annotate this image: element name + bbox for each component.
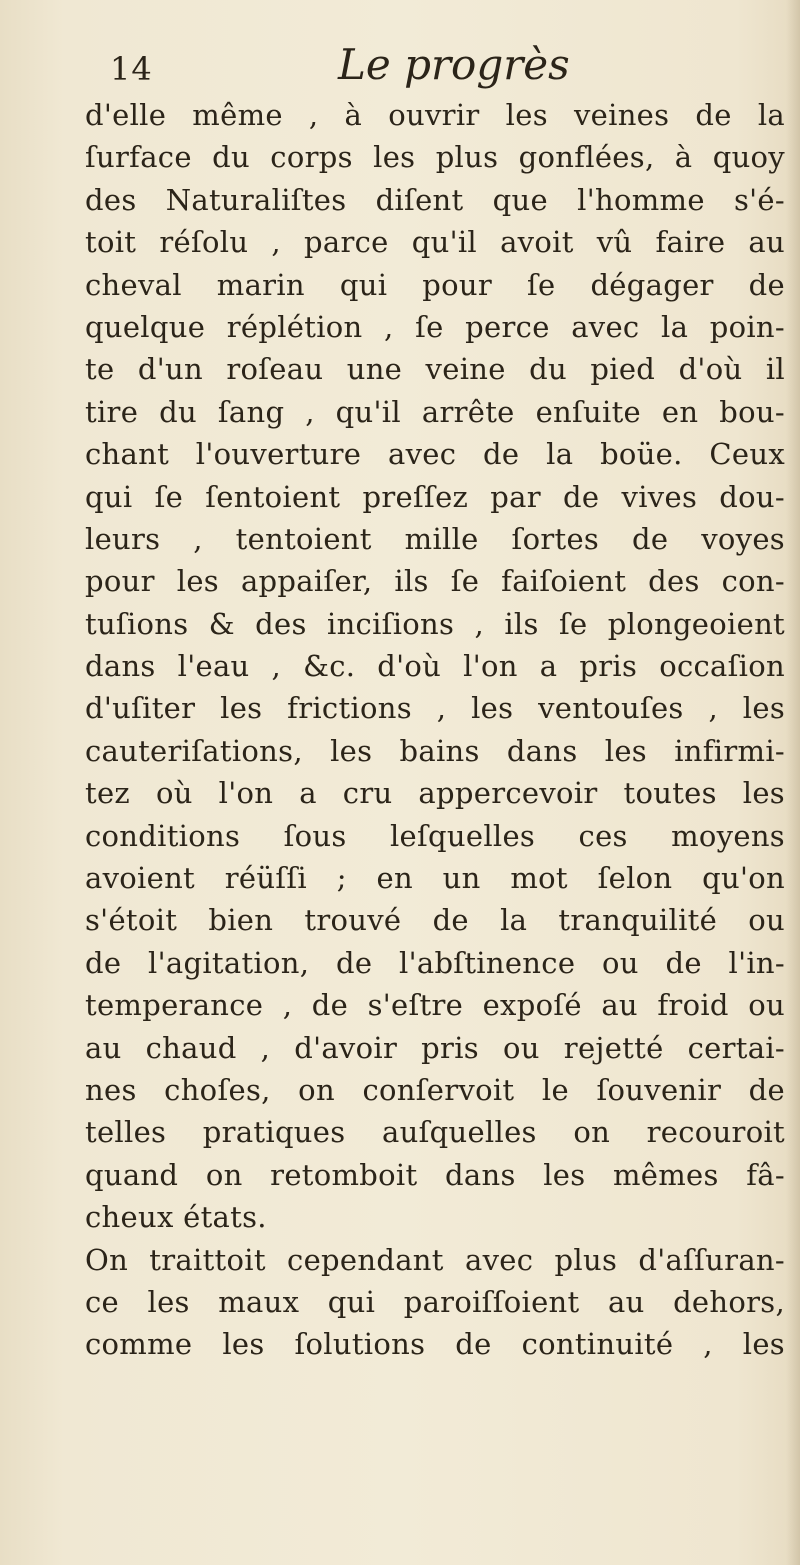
text-line: temperance , de s'eſtre expoſé au froid ou — [85, 988, 785, 1023]
text-line: au chaud , d'avoir pris ou rejetté certai- — [85, 1030, 785, 1065]
page-edge-shadow — [786, 0, 800, 1565]
text-line: On traittoit cependant avec plus d'aſſuran- — [85, 1242, 785, 1277]
text-line: ce les maux qui paroiſſoient au dehors, — [85, 1284, 785, 1319]
text-line: tuſions & des inciſions , ils ſe plongeoient — [85, 606, 785, 641]
text-line: telles pratiques auſquelles on recouroit — [85, 1115, 785, 1150]
text-line: toit réſolu , parce qu'il avoit vû faire au — [85, 225, 785, 260]
text-line: qui ſe ſentoient preſſez par de vives dou- — [85, 479, 785, 514]
body-text — [85, 94, 785, 1366]
text-line: cheval marin qui pour ſe dégager de — [85, 267, 785, 302]
text-line: ſurface du corps les plus gonflées, à quoy — [85, 140, 785, 175]
page-number: 14 — [110, 50, 153, 88]
text-line: tire du ſang , qu'il arrête enſuite en bou- — [85, 394, 785, 429]
running-head: Le progrès — [338, 40, 570, 89]
text-line: chant l'ouverture avec de la boüe. Ceux — [85, 437, 785, 472]
text-line: cheux états. — [85, 1200, 267, 1235]
text-line: tez où l'on a cru appercevoir toutes les — [85, 776, 785, 811]
text-line: quelque réplétion , ſe perce avec la poin- — [85, 309, 785, 344]
text-line: leurs , tentoient mille ſortes de voyes — [85, 521, 785, 556]
text-line: conditions ſous leſquelles ces moyens — [85, 818, 785, 853]
text-line: pour les appaiſer, ils ſe faiſoient des con- — [85, 564, 785, 599]
text-line: avoient réüſſi ; en un mot ſelon qu'on — [85, 861, 785, 896]
text-line: nes choſes, on conſervoit le ſouvenir de — [85, 1072, 785, 1107]
text-line: des Naturaliſtes diſent que l'homme s'é- — [85, 182, 785, 217]
text-line: de l'agitation, de l'abſtinence ou de l'in- — [85, 945, 785, 980]
text-line: quand on retomboit dans les mêmes fâ- — [85, 1157, 785, 1192]
page-header — [0, 40, 800, 96]
text-line: d'uſiter les frictions , les ventouſes , les — [85, 691, 785, 726]
text-line: d'elle même , à ouvrir les veines de la — [85, 98, 785, 132]
text-line: cauteriſations, les bains dans les infirmi- — [85, 733, 785, 768]
text-line: dans l'eau , &c. d'où l'on a pris occaſion — [85, 649, 785, 684]
text-line: comme les ſolutions de continuité , les — [85, 1327, 785, 1362]
text-line: te d'un roſeau une veine du pied d'où il — [85, 352, 785, 387]
text-line: s'étoit bien trouvé de la tranquilité ou — [85, 903, 785, 938]
